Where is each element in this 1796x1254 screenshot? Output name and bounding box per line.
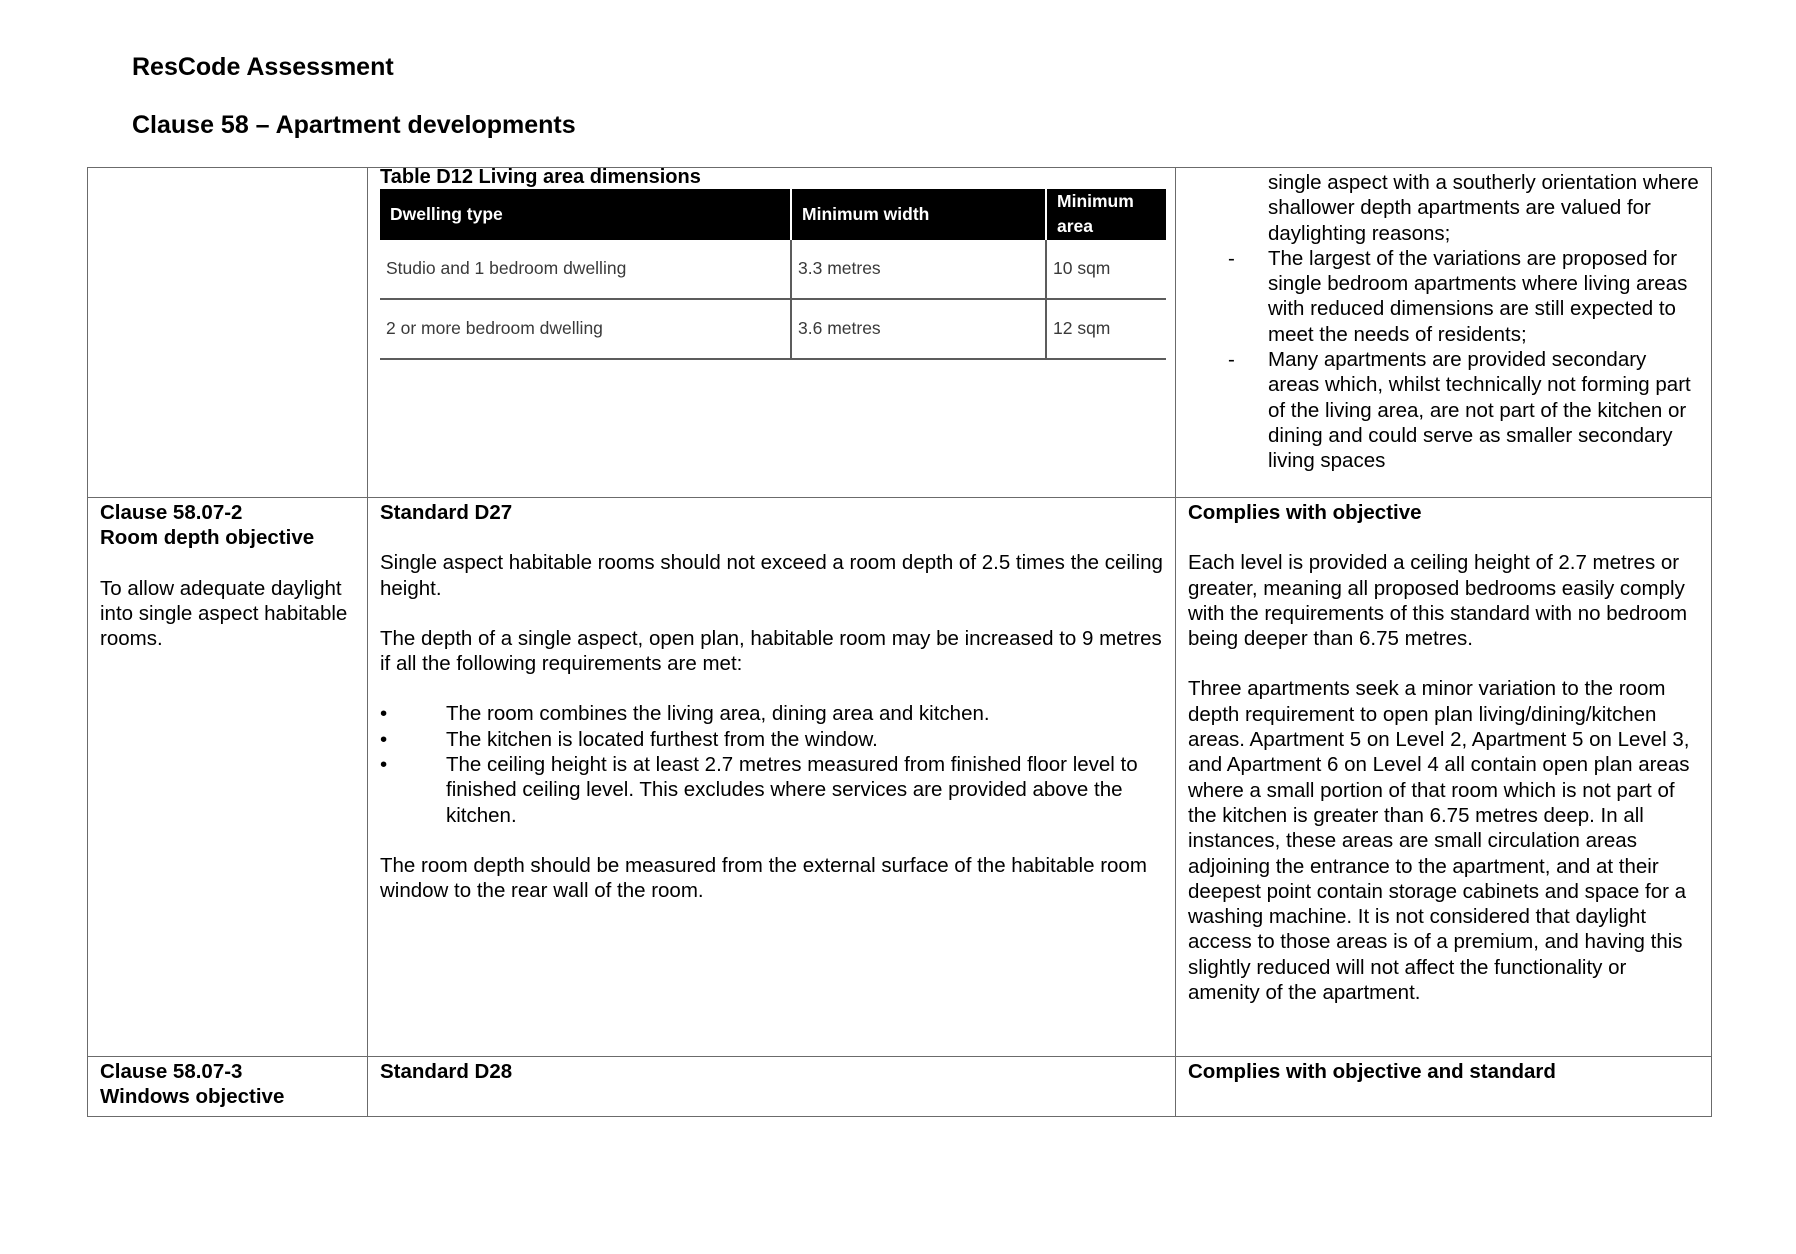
table-row bbox=[380, 299, 1166, 359]
column-header-dwelling-type: Dwelling type bbox=[380, 189, 791, 240]
objective-title: Windows objective bbox=[100, 1085, 285, 1109]
table-d12-title: Table D12 Living area dimensions bbox=[380, 166, 701, 188]
standard-paragraph: Single aspect habitable rooms should not exceed a room depth of 2.5 times the ceiling height. bbox=[380, 551, 1163, 600]
assessment-table bbox=[87, 167, 1712, 1117]
list-item: • The ceiling height is at least 2.7 metres measured from finished floor level to finished ceiling level. This excludes where services are provided above the kitchen. bbox=[380, 752, 1163, 828]
standard-paragraph: The room depth should be measured from the external surface of the habitable room window to the rear wall of the room. bbox=[380, 853, 1147, 903]
list-item: - Many apartments are provided secondary areas which, whilst technically not forming part of the living area, are not part of the kitchen or dining and could serve as smaller secondary living spaces bbox=[1188, 347, 1699, 473]
table-d12-header-row bbox=[380, 189, 1166, 240]
column-header-minimum-area: Minimum area bbox=[1046, 189, 1166, 240]
objective-text: To allow adequate daylight into single aspect habitable rooms. bbox=[100, 576, 348, 651]
table-cell: 12 sqm bbox=[1046, 299, 1166, 359]
table-cell: 3.3 metres bbox=[791, 240, 1046, 299]
assessment-cell bbox=[1176, 498, 1712, 1057]
assessment-paragraph: Each level is provided a ceiling height of 2.7 metres or greater, meaning all proposed bedrooms easily comply with the requirements of this standard with no bedroom being deeper than 6.75 metres. bbox=[1188, 551, 1688, 651]
list-item: single aspect with a southerly orientation where shallower depth apartments are valued for daylighting reasons; bbox=[1268, 171, 1699, 245]
clause-cell bbox=[88, 498, 368, 1057]
objective-title: Room depth objective bbox=[100, 526, 315, 550]
table-cell: 3.6 metres bbox=[791, 299, 1046, 359]
list-item: - The largest of the variations are proposed for single bedroom apartments where living areas with reduced dimensions are still expected to meet the needs of residents; bbox=[1188, 246, 1699, 347]
clause-cell bbox=[88, 1057, 368, 1117]
clause-number: Clause 58.07-3 bbox=[100, 1060, 243, 1083]
table-cell: Studio and 1 bedroom dwelling bbox=[380, 240, 791, 299]
standard-cell bbox=[368, 498, 1176, 1057]
clause-cell bbox=[88, 168, 368, 498]
table-row bbox=[88, 168, 1712, 498]
standard-cell bbox=[368, 168, 1176, 498]
table-cell: 2 or more bedroom dwelling bbox=[380, 299, 791, 359]
list-item: • The kitchen is located furthest from the window. bbox=[380, 727, 1163, 752]
standard-paragraph: The depth of a single aspect, open plan, habitable room may be increased to 9 metres if all the following requirements are met: bbox=[380, 626, 1162, 676]
table-cell: 10 sqm bbox=[1046, 240, 1166, 299]
clause-number: Clause 58.07-2 bbox=[100, 501, 243, 524]
assessment-cell bbox=[1176, 168, 1712, 498]
assessment-paragraph: Three apartments seek a minor variation to the room depth requirement to open plan living/dining/kitchen areas. Apartment 5 on Level 2, Apartment 5 on Level 3, and Apartment 6 on Level 4 all contain open plan areas where a small portion of that room which is not part of the kitchen is greater than 6.75 metres deep. In all instances, these areas are small circulation areas adjoining the entrance to the apartment, and at their deepest point contain storage cabinets and space for a washing machine. It is not considered that daylight access to those areas is of a premium, and having this slightly reduced will not affect the functionality or amenity of the apartment. bbox=[1188, 677, 1690, 1005]
table-d12 bbox=[380, 189, 1166, 360]
document-title: ResCode Assessment bbox=[132, 53, 394, 81]
table-row bbox=[380, 240, 1166, 299]
table-row bbox=[88, 498, 1712, 1057]
standard-cell bbox=[368, 1057, 1176, 1117]
document-subtitle: Clause 58 – Apartment developments bbox=[132, 111, 576, 139]
assessment-title: Complies with objective and standard bbox=[1188, 1060, 1556, 1083]
assessment-title: Complies with objective bbox=[1188, 501, 1422, 524]
standard-title: Standard D27 bbox=[380, 501, 513, 524]
standard-title: Standard D28 bbox=[380, 1060, 513, 1083]
list-item: • The room combines the living area, dining area and kitchen. bbox=[380, 701, 1163, 726]
requirements-list bbox=[380, 701, 1163, 827]
assessment-list bbox=[1188, 170, 1699, 474]
column-header-minimum-width: Minimum width bbox=[791, 189, 1046, 240]
assessment-cell bbox=[1176, 1057, 1712, 1117]
table-row bbox=[88, 1057, 1712, 1117]
